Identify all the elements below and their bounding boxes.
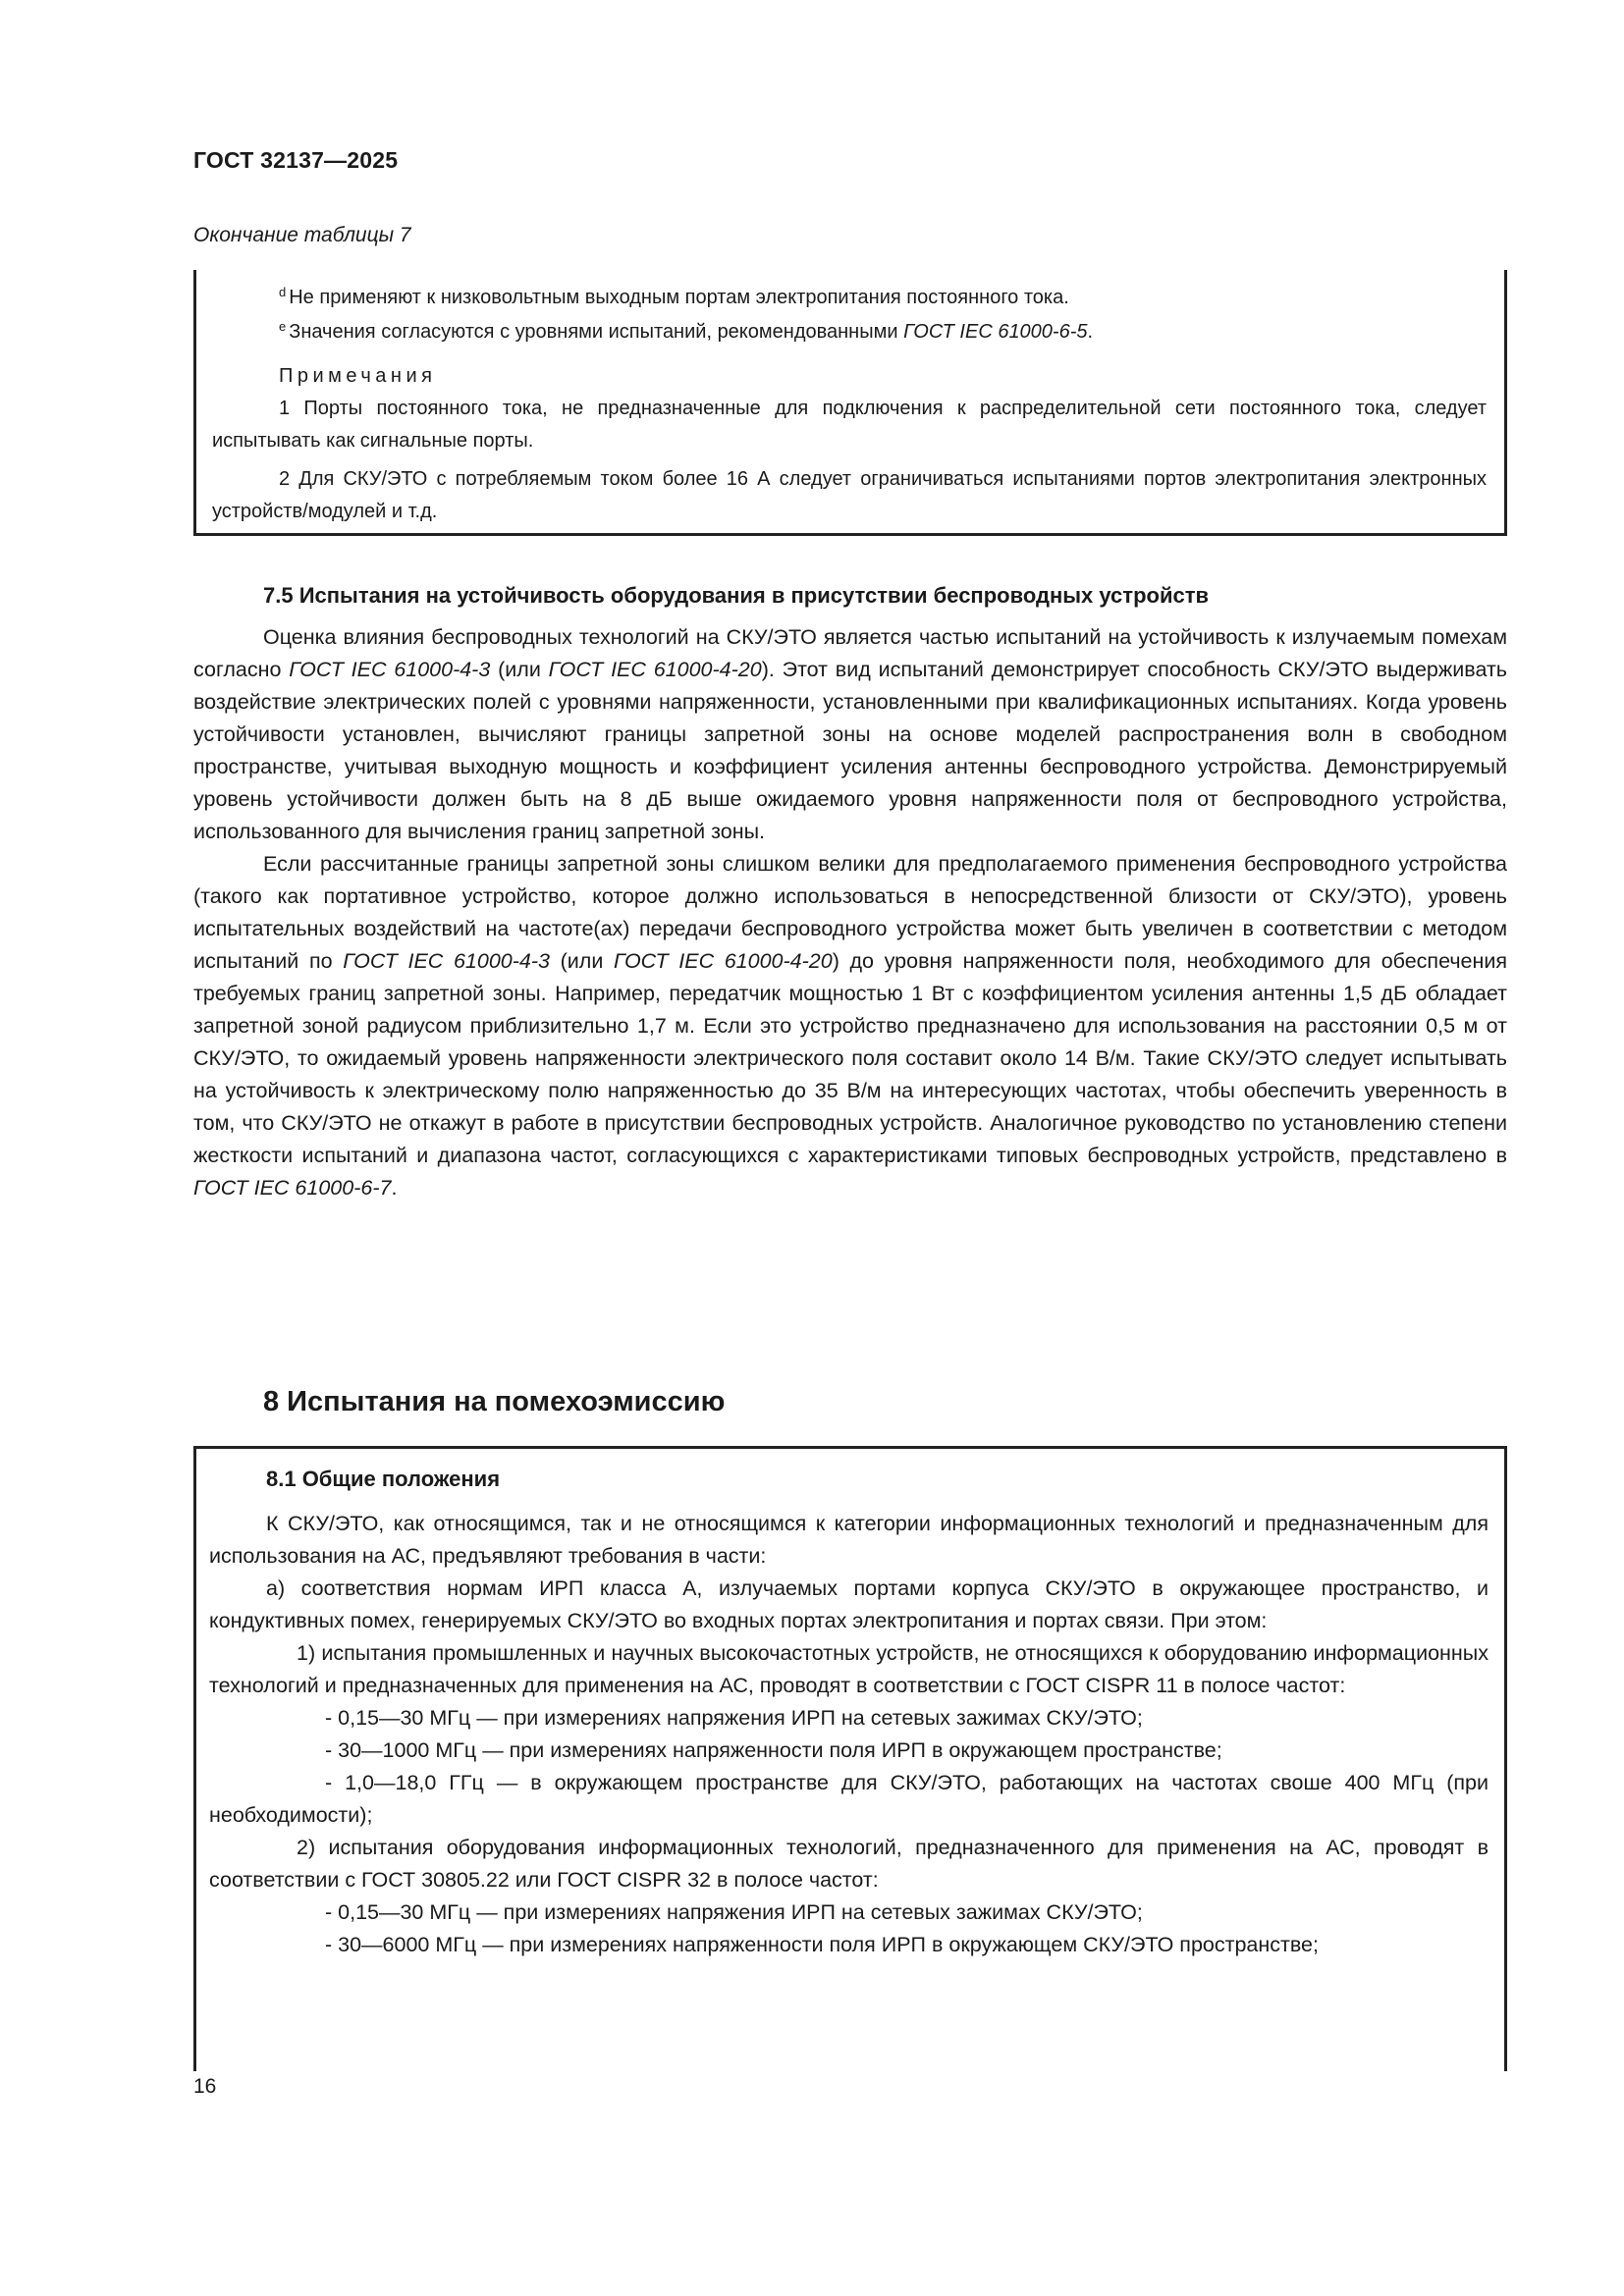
page-number: 16 <box>193 2075 217 2098</box>
footnote-e <box>212 316 1487 348</box>
list-item-a: а) соответствия нормам ИРП класса А, излучаемых портами корпуса СКУ/ЭТО в окружающее пространство, и кондуктивных помех, генерируемых СКУ/ЭТО во входных портах электропитания и портах связи. При этом: <box>209 1576 1489 1632</box>
text: . <box>391 1176 398 1200</box>
note-1: 1 Порты постоянного тока, не предназначенные для подключения к распределительной сети постоянного тока, следует испытывать как сигнальные порты. <box>212 398 1487 452</box>
footnote-d <box>212 282 1487 314</box>
section-8-1-box <box>193 1446 1507 2071</box>
note-2: 2 Для СКУ/ЭТО с потребляемым током более 16 А следует ограничиваться испытаниями портов электропитания электронных устройств/модулей и т.д. <box>212 468 1487 522</box>
footnote-text: Значения согласуются с уровнями испытаний, рекомендованными <box>289 321 904 343</box>
footnote-text: Не применяют к низковольтным выходным портам электропитания постоянного тока. <box>289 287 1069 308</box>
standard-reference: ГОСТ IEC 61000-4-20 <box>613 949 833 973</box>
paragraph-7-5-2 <box>193 848 1507 1204</box>
standard-reference: ГОСТ IEC 61000-6-7 <box>193 1176 392 1200</box>
standard-reference: ГОСТ IEC 61000-4-3 <box>343 949 550 973</box>
footnote-mark: d <box>279 285 287 299</box>
section-heading-8: 8 Испытания на помехоэмиссию <box>263 1386 726 1417</box>
document-header: ГОСТ 32137—2025 <box>193 147 399 173</box>
text: (или <box>549 949 614 973</box>
notes-title: Примечания <box>279 365 437 387</box>
table-7-end <box>193 270 1507 536</box>
footnote-punct: . <box>1087 321 1094 343</box>
table-continuation-caption: Окончание таблицы 7 <box>193 224 411 246</box>
list-item-a-1: 1) испытания промышленных и научных высокочастотных устройств, не относящихся к оборудованию информационных технологий и предназначенных для применения на АС, проводят в соответствии с ГОСТ CISPR 11 в полосе частот: <box>209 1641 1489 1697</box>
text: ). Этот вид испытаний демонстрирует способность СКУ/ЭТО выдерживать воздействие электрических полей с уровнями напряженности, установленными при квалификационных испытаниях. Когда уровень устойчивости установлен, вычисляют границы запретной зоны на основе моделей распространения волн в свободном пространстве, учитывая выходную мощность и коэффициент усиления антенны беспроводного устройства. Демонстрируемый уровень устойчивости должен быть на 8 дБ выше ожидаемого уровня напряженности поля от беспроводного устройства, использованного для вычисления границ запретной зоны. <box>193 658 1507 843</box>
frequency-band-item: - 30—1000 МГц — при измерениях напряженности поля ИРП в окружающем пространстве; <box>325 1738 1222 1762</box>
frequency-band-item: - 0,15—30 МГц — при измерениях напряжения ИРП на сетевых зажимах СКУ/ЭТО; <box>325 1706 1143 1730</box>
text: Оценка влияния беспроводных технологий на СКУ/ЭТО является частью испытаний на устойчивость к излучаемым помехам согласно <box>193 625 1507 681</box>
text: Если рассчитанные границы запретной зоны слишком велики для предполагаемого применения беспроводного устройства (такого как портативное устройство, которое должно использоваться в непосредственной близости от СКУ/ЭТО), уровень испытательных воздействий на частоте(ах) передачи беспроводного устройства может быть увеличен в соответствии с методом испытаний по <box>193 852 1507 973</box>
section-heading-7-5: 7.5 Испытания на устойчивость оборудования в присутствии беспроводных устройств <box>263 583 1210 608</box>
standard-reference: ГОСТ IEC 61000-6-5 <box>903 321 1088 343</box>
text: ) до уровня напряженности поля, необходимого для обеспечения требуемых границ запретной зоны. Например, передатчик мощностью 1 Вт с коэффициентом усиления антенны 1,5 дБ обладает запретной зоной радиусом приблизительно 1,7 м. Если это устройство предназначено для использования на расстоянии 0,5 м от СКУ/ЭТО, то ожидаемый уровень напряженности электрического поля составит около 14 В/м. Такие СКУ/ЭТО следует испытывать на устойчивость к электрическому полю напряженностью до 35 В/м на интересующих частотах, чтобы обеспечить уверенность в том, что СКУ/ЭТО не откажут в работе в присутствии беспроводных устройств. Аналогичное руководство по установлению степени жесткости испытаний и диапазона частот, согласующихся с характеристиками типовых беспроводных устройств, представлено в <box>193 949 1507 1167</box>
standard-reference: ГОСТ IEC 61000-4-3 <box>289 658 491 681</box>
frequency-band-item: - 1,0—18,0 ГГц — в окружающем пространстве для СКУ/ЭТО, работающих на частотах своше 400 МГц (при необходимости); <box>209 1771 1489 1827</box>
list-item-a-2: 2) испытания оборудования информационных технологий, предназначенного для применения на АС, проводят в соответствии с ГОСТ 30805.22 или ГОСТ CISPR 32 в полосе частот: <box>209 1836 1489 1892</box>
frequency-band-item: - 30—6000 МГц — при измерениях напряженности поля ИРП в окружающем СКУ/ЭТО пространстве; <box>325 1933 1319 1956</box>
paragraph-8-1-intro: К СКУ/ЭТО, как относящимся, так и не относящимся к категории информационных технологий и предназначенным для использования на АС, предъявляют требования в части: <box>209 1512 1489 1568</box>
text: (или <box>490 658 549 681</box>
footnote-mark: e <box>279 319 287 334</box>
section-7-5 <box>193 579 1507 1204</box>
paragraph-7-5-1 <box>193 621 1507 848</box>
section-heading-8-1: 8.1 Общие положения <box>266 1467 501 1491</box>
frequency-band-item: - 0,15—30 МГц — при измерениях напряжения ИРП на сетевых зажимах СКУ/ЭТО; <box>325 1900 1143 1924</box>
standard-reference: ГОСТ IEC 61000-4-20 <box>548 658 762 681</box>
